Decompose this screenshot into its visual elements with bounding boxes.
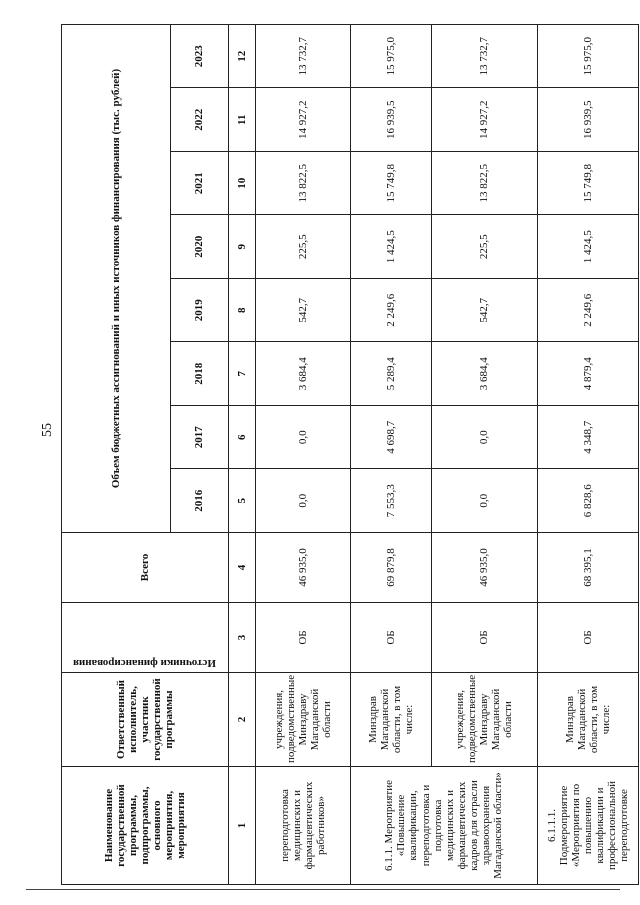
col-number: 8 <box>228 279 255 343</box>
row-value: 3 684,4 <box>431 342 537 406</box>
row-executor: Минздрав Магаданской области, в том числе: <box>537 673 638 767</box>
row-total: 68 395,1 <box>537 533 638 603</box>
row-total: 69 879,8 <box>350 533 431 603</box>
row-value: 0,0 <box>255 406 350 470</box>
header-year: 2018 <box>170 342 228 406</box>
row-source: ОБ <box>255 603 350 673</box>
col-number: 12 <box>228 24 255 88</box>
row-source: ОБ <box>431 603 537 673</box>
row-value: 3 684,4 <box>255 342 350 406</box>
header-year: 2022 <box>170 88 228 152</box>
row-value: 0,0 <box>431 406 537 470</box>
row-name: переподготовка медицинских и фармацевтических работников» <box>255 767 350 885</box>
row-value: 15 749,8 <box>537 152 638 216</box>
col-number: 2 <box>228 673 255 767</box>
row-value: 2 249,6 <box>537 279 638 343</box>
row-value: 2 249,6 <box>350 279 431 343</box>
col-number: 7 <box>228 342 255 406</box>
header-year: 2019 <box>170 279 228 343</box>
col-number: 10 <box>228 152 255 216</box>
col-number: 6 <box>228 406 255 470</box>
row-value: 0,0 <box>431 469 537 533</box>
row-executor: учреждения, подведомственные Минздраву Магаданской области <box>431 673 537 767</box>
header-year: 2021 <box>170 152 228 216</box>
header-year: 2017 <box>170 406 228 470</box>
row-value: 1 424,5 <box>350 215 431 279</box>
col-number: 4 <box>228 533 255 603</box>
row-total: 46 935,0 <box>255 533 350 603</box>
row-value: 225,5 <box>431 215 537 279</box>
header-year: 2016 <box>170 469 228 533</box>
row-value: 225,5 <box>255 215 350 279</box>
row-value: 15 975,0 <box>537 24 638 88</box>
header-source <box>62 603 229 673</box>
financing-table <box>61 24 639 885</box>
row-source: ОБ <box>350 603 431 673</box>
row-value: 13 822,5 <box>255 152 350 216</box>
header-name: Наименование государственной программы, подпрограммы, основного мероприятия, мероприятия <box>62 767 229 885</box>
row-value: 6 828,6 <box>537 469 638 533</box>
table-row <box>537 24 638 884</box>
row-total: 46 935,0 <box>431 533 537 603</box>
row-name: 6.1.1.1. Подмероприятие «Мероприятия по повышению квалификации и профессиональной переподготовке <box>537 767 638 885</box>
row-value: 7 553,3 <box>350 469 431 533</box>
row-value: 16 939,5 <box>537 88 638 152</box>
col-number: 3 <box>228 603 255 673</box>
row-value: 14 927,2 <box>255 88 350 152</box>
row-value: 16 939,5 <box>350 88 431 152</box>
table-row <box>431 24 537 884</box>
bottom-rule <box>26 889 620 890</box>
row-value: 4 879,4 <box>537 342 638 406</box>
page-number: 55 <box>40 423 55 437</box>
row-value: 13 732,7 <box>431 24 537 88</box>
table-row <box>255 24 350 884</box>
header-source-text: Источники финансирования <box>73 657 217 669</box>
header-year: 2023 <box>170 24 228 88</box>
row-value: 542,7 <box>255 279 350 343</box>
row-value: 15 975,0 <box>350 24 431 88</box>
col-number: 9 <box>228 215 255 279</box>
row-value: 15 749,8 <box>350 152 431 216</box>
row-value: 0,0 <box>255 469 350 533</box>
table-row <box>350 24 431 884</box>
row-value: 1 424,5 <box>537 215 638 279</box>
row-executor: Минздрав Магаданской области, в том числе: <box>350 673 431 767</box>
row-value: 4 348,7 <box>537 406 638 470</box>
row-value: 5 289,4 <box>350 342 431 406</box>
row-source: ОБ <box>537 603 638 673</box>
row-value: 542,7 <box>431 279 537 343</box>
row-value: 13 732,7 <box>255 24 350 88</box>
row-value: 13 822,5 <box>431 152 537 216</box>
row-value: 4 698,7 <box>350 406 431 470</box>
col-number: 5 <box>228 469 255 533</box>
header-executor: Ответственный исполнитель, участник государственной программы <box>62 673 229 767</box>
row-value: 14 927,2 <box>431 88 537 152</box>
col-number: 1 <box>228 767 255 885</box>
col-number: 11 <box>228 88 255 152</box>
row-name: 6.1.1. Мероприятие «Повышение квалификации, переподготовка и подготовка медицинских и фармацевтических кадров для отрасли здравоохранения Магаданской области» <box>350 767 537 885</box>
header-total: Всего <box>62 533 229 603</box>
header-year: 2020 <box>170 215 228 279</box>
row-executor: учреждения, подведомственные Минздраву Магаданской области <box>255 673 350 767</box>
rotated-table-wrapper <box>61 25 639 885</box>
header-group: Объем бюджетных ассигнований и иных источников финансирования (тыс. рублей) <box>62 24 171 532</box>
